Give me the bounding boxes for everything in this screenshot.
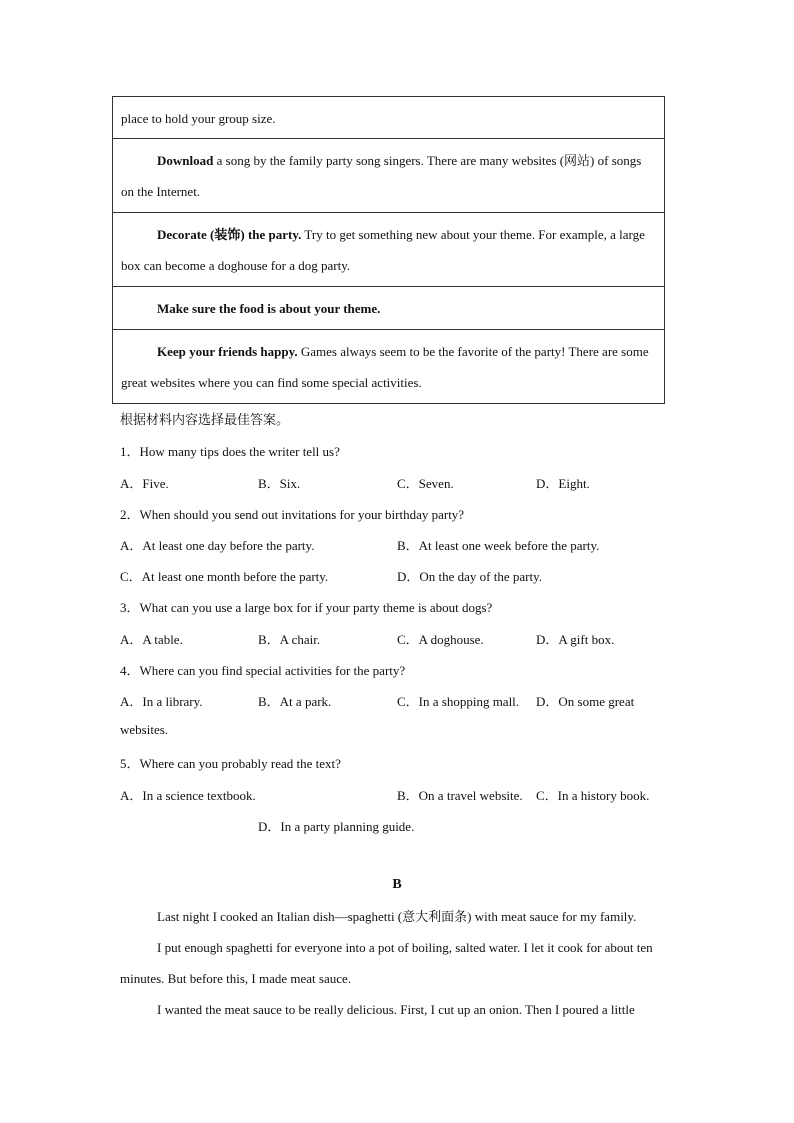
option-2c: C．At least one month before the party. <box>120 569 329 584</box>
option-1b: B．Six. <box>258 476 301 491</box>
option-4c: C．In a shopping mall. <box>397 694 520 709</box>
paragraph-2 <box>120 932 672 994</box>
tip-cell <box>113 97 665 139</box>
option-2d: D．On the day of the party. <box>397 569 543 584</box>
option-5c: C．In a history book. <box>536 788 650 803</box>
tip-row <box>113 287 665 330</box>
instruction-text: 根据材料内容选择最佳答案。 <box>120 413 290 428</box>
option-4d: D．On some great <box>536 694 635 709</box>
option-3b: B．A chair. <box>258 632 321 647</box>
option-2b: B．At least one week before the party. <box>397 538 600 553</box>
option-2a: A．At least one day before the party. <box>120 538 315 553</box>
option-4b: B．At a park. <box>258 694 332 709</box>
tip-cell <box>113 213 665 287</box>
option-1c: C．Seven. <box>397 476 454 491</box>
tip-text: Games always seem to be the favorite of the party! There are some great websites where you can find some special activities. <box>121 344 649 390</box>
tip-cell <box>113 330 665 404</box>
option-5a: A．In a science textbook. <box>120 788 256 803</box>
tip-text: place to hold your group size. <box>121 111 276 126</box>
option-1a: A．Five. <box>120 476 169 491</box>
question-4: 4．Where can you find special activities for the party? <box>120 663 406 678</box>
paragraph-text: Last night I cooked an Italian dish—spaghetti (意大利面条) with meat sauce for my family. <box>157 909 637 924</box>
tip-heading: Decorate (装饰) the party. <box>157 227 302 242</box>
tip-heading: Download <box>157 153 214 168</box>
question-2: 2．When should you send out invitations for your birthday party? <box>120 507 465 522</box>
paragraph-text: I put enough spaghetti for everyone into a pot of boiling, salted water. I let it cook for about ten minutes. But before this, I made meat sauce. <box>120 940 653 986</box>
tip-heading: Keep your friends happy. <box>157 344 298 359</box>
tip-row <box>113 330 665 404</box>
tip-row <box>113 213 665 287</box>
option-4d-continued: websites. <box>120 722 169 737</box>
option-1d: D．Eight. <box>536 476 590 491</box>
option-5b: B．On a travel website. <box>397 788 523 803</box>
question-3: 3．What can you use a large box for if your party theme is about dogs? <box>120 600 493 615</box>
tip-heading: Make sure the food is about your theme. <box>157 301 381 316</box>
tips-table <box>112 96 665 404</box>
option-3d: D．A gift box. <box>536 632 615 647</box>
section-title: B <box>392 877 402 892</box>
tip-text: a song by the family party song singers. There are many websites (网站) of songs on the Internet. <box>121 153 642 199</box>
tip-cell <box>113 139 665 213</box>
tip-row <box>113 139 665 213</box>
question-5: 5．Where can you probably read the text? <box>120 756 341 771</box>
option-3a: A．A table. <box>120 632 183 647</box>
tip-text: Try to get something new about your theme. For example, a large box can become a doghouse for a dog party. <box>121 227 645 273</box>
paragraph-1 <box>120 901 672 932</box>
paragraph-3 <box>120 994 672 1025</box>
tip-row <box>113 97 665 139</box>
option-3c: C．A doghouse. <box>397 632 484 647</box>
option-5d: D．In a party planning guide. <box>258 819 415 834</box>
question-1: 1．How many tips does the writer tell us? <box>120 444 340 459</box>
tip-cell <box>113 287 665 330</box>
paragraph-text: I wanted the meat sauce to be really delicious. First, I cut up an onion. Then I poured a little <box>157 1002 635 1017</box>
option-4a: A．In a library. <box>120 694 203 709</box>
